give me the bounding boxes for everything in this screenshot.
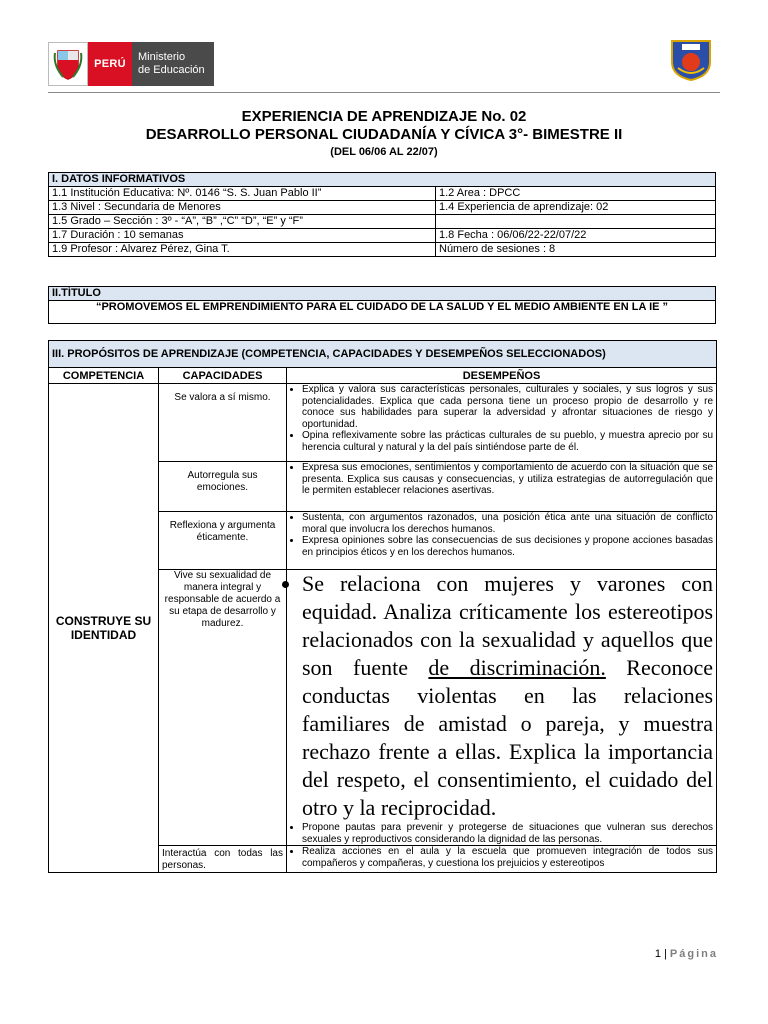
- column-header-capacidades: CAPACIDADES: [159, 368, 287, 384]
- document-title: EXPERIENCIA DE APRENDIZAJE No. 02: [241, 108, 527, 125]
- desempeno-item: • Expresa sus emociones, sentimientos y comportamiento de acuerdo con la situación que se presenta. Explica sus causas y consecuencias, y utiliza estrategias de autorregulación que le permiten establecer relaciones asertivas.: [302, 462, 713, 497]
- datos-informativos-table: [48, 172, 716, 257]
- page-label: Página: [669, 948, 718, 960]
- datos-cell: 1.7 Duración : 10 semanas: [49, 229, 436, 243]
- page-number: 1: [654, 948, 661, 960]
- datos-cell: 1.1 Institución Educativa: Nº. 0146 “S. S. Juan Pablo II”: [49, 187, 436, 201]
- header-divider: [48, 92, 720, 93]
- datos-cell: 1.5 Grado – Sección : 3º - “A”, “B” ,“C” “D”, “E” y “F”: [49, 215, 436, 229]
- datos-cell: 1.2 Area : DPCC: [436, 187, 716, 201]
- propositos-table: [48, 340, 717, 873]
- desempeno-underlined-text: de discriminación.: [428, 655, 606, 680]
- datos-cell: 1.3 Nivel : Secundaria de Menores: [49, 201, 436, 215]
- ministry-label: [132, 42, 214, 86]
- titulo-heading: II.TÍTULO: [49, 287, 716, 301]
- capacidad-cell: Se valora a sí mismo.: [159, 384, 287, 462]
- experience-title: “PROMOVEMOS EL EMPRENDIMIENTO PARA EL CUIDADO DE LA SALUD Y EL MEDIO AMBIENTE EN LA IE ”: [49, 301, 716, 324]
- capacidad-cell: Autorregula sus emociones.: [159, 462, 287, 512]
- ministry-line2: de Educación: [138, 64, 205, 76]
- date-range: (DEL 06/06 AL 22/07): [330, 146, 438, 158]
- desempeno-item: • Realiza acciones en el aula y la escuela que promueven integración de todos sus compañeros y compañeras, y cuestiona los prejuicios y estereotipos: [302, 846, 713, 869]
- datos-cell: [436, 215, 716, 229]
- peru-label: PERÚ: [88, 42, 132, 86]
- desempeno-cell: [287, 846, 717, 873]
- capacidad-cell: Reflexiona y argumenta éticamente.: [159, 512, 287, 570]
- page-footer: [655, 948, 718, 960]
- datos-cell: Número de sesiones : 8: [436, 243, 716, 257]
- desempeno-cell: [287, 384, 717, 462]
- school-crest-icon: [668, 38, 714, 82]
- desempeno-cell: [287, 570, 717, 846]
- document-subtitle: DESARROLLO PERSONAL CIUDADANÍA Y CÍVICA 3°- BIMESTRE II: [145, 126, 623, 143]
- desempeno-item: • Explica y valora sus características personales, culturales y sociales, y sus logros y sus potencialidades. Explica que cada persona tiene un proceso propio de desarrollo y re conoce sus habilidades para superar la adversidad y afrontar situaciones de riesgo y oportunidad.: [302, 384, 713, 430]
- competencia-cell: CONSTRUYE SU IDENTIDAD: [49, 384, 159, 873]
- datos-cell: 1.9 Profesor : Alvarez Pérez, Gina T.: [49, 243, 436, 257]
- peru-coat-of-arms-icon: [48, 42, 88, 86]
- ministry-line1: Ministerio: [138, 51, 186, 63]
- desempeno-item: • Opina reflexivamente sobre las prácticas culturales de su pueblo, y muestra aprecio por su herencia cultural y natural y la del país sintiéndose parte de él.: [302, 430, 713, 453]
- desempeno-text: Reconoce conductas violentas en las relaciones familiares de amistad o pareja, y muestra rechazo frente a ellas. Explica la importancia del respeto, el consentimiento, el cuidado del otro y la reciprocidad.: [302, 655, 714, 820]
- desempeno-text: Se relaciona con mujeres y varones con equidad. Analiza críticamente los estereotipos relacionados con la sexualidad y aquellos que son fuente: [302, 571, 714, 680]
- desempeno-item: • Sustenta, con argumentos razonados, una posición ética ante una situación de conflicto moral que involucra los derechos humanos.: [302, 512, 713, 535]
- datos-cell: 1.8 Fecha : 06/06/22-22/07/22: [436, 229, 716, 243]
- column-header-competencia: COMPETENCIA: [49, 368, 159, 384]
- capacidad-cell: Vive su sexualidad de manera integral y responsable de acuerdo a su etapa de desarrollo y madurez.: [159, 570, 287, 846]
- desempeno-cell: [287, 512, 717, 570]
- propositos-heading: III. PROPÓSITOS DE APRENDIZAJE (COMPETENCIA, CAPACIDADES Y DESEMPEÑOS SELECCIONADOS): [49, 341, 717, 368]
- desempeno-item: • Expresa opiniones sobre las consecuencias de sus decisiones y propone acciones basadas en principios éticos y en los derechos humanos.: [302, 535, 713, 558]
- datos-cell: 1.4 Experiencia de aprendizaje: 02: [436, 201, 716, 215]
- footer-separator: |: [664, 948, 667, 960]
- minedu-logo: [48, 42, 214, 86]
- datos-heading: I. DATOS INFORMATIVOS: [49, 173, 716, 187]
- desempeno-cell: [287, 462, 717, 512]
- desempeno-item: • Propone pautas para prevenir y protegerse de situaciones que vulneran sus derechos sexuales y reproductivos considerando la dignidad de las personas.: [302, 822, 713, 845]
- desempeno-item-large: [302, 570, 713, 822]
- column-header-desempenos: DESEMPEÑOS: [287, 368, 717, 384]
- titulo-table: [48, 286, 716, 324]
- capacidad-cell: Interactúa con todas las personas.: [159, 846, 287, 873]
